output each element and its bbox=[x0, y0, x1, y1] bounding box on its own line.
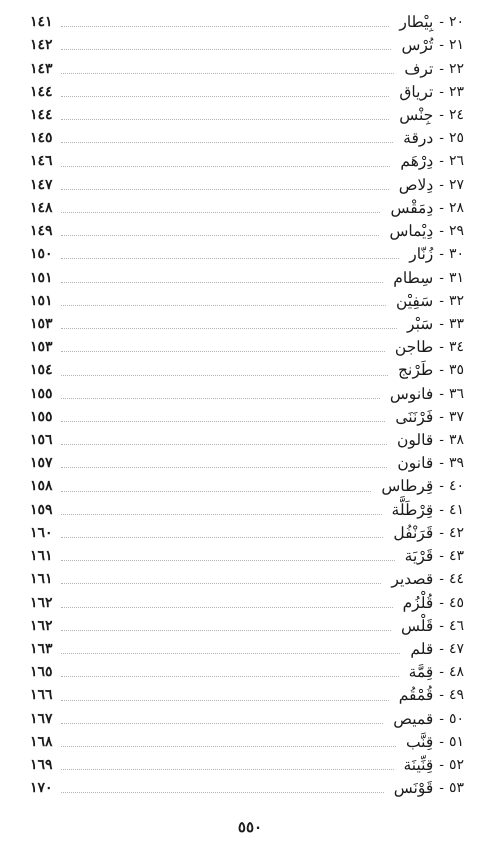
toc-entry-number: ٤٨ bbox=[448, 664, 464, 681]
toc-entry-page: ١٦٥ bbox=[30, 664, 53, 681]
toc-entry-page: ١٤٩ bbox=[30, 223, 53, 240]
toc-entry-number: ٣١ bbox=[448, 269, 464, 286]
dot-leader bbox=[61, 537, 384, 538]
toc-entry-title bbox=[390, 197, 464, 220]
toc-entry-title bbox=[409, 243, 464, 266]
toc-entry bbox=[30, 475, 464, 498]
toc-entry-title bbox=[393, 522, 464, 545]
toc-entry-word: ترياق bbox=[399, 82, 434, 101]
toc-entry-title bbox=[392, 499, 464, 522]
toc-entry-number: ٥٣ bbox=[448, 780, 464, 797]
dot-leader bbox=[61, 746, 396, 747]
toc-entry-number: ٤٧ bbox=[448, 641, 464, 658]
dot-leader bbox=[61, 26, 390, 27]
toc-entry bbox=[30, 290, 464, 313]
toc-entry bbox=[30, 266, 464, 289]
toc-entry-page: ١٤٤ bbox=[30, 106, 53, 123]
toc-entry-page: ١٦٦ bbox=[30, 687, 53, 704]
toc-entry-page: ١٦٢ bbox=[30, 617, 53, 634]
toc-entry-dash: - bbox=[439, 37, 444, 54]
toc-entry-page: ١٥٩ bbox=[30, 501, 53, 518]
toc-entry-page: ١٦١ bbox=[30, 548, 53, 565]
toc-entry-page: ١٤٣ bbox=[30, 60, 53, 77]
toc-entry-number: ٤٥ bbox=[448, 594, 464, 611]
toc-entry-number: ٢٨ bbox=[448, 199, 464, 216]
toc-entry-page: ١٦٣ bbox=[30, 641, 53, 658]
toc-entry-word: دِرْهَم bbox=[400, 152, 434, 171]
toc-entry-page: ١٥٦ bbox=[30, 432, 53, 449]
toc-entry-page: ١٦١ bbox=[30, 571, 53, 588]
toc-entry-number: ٥١ bbox=[448, 733, 464, 750]
toc-entry-dash: - bbox=[439, 176, 444, 193]
toc-entry-word: قصدير bbox=[391, 570, 434, 589]
toc-entry bbox=[30, 615, 464, 638]
toc-entry bbox=[30, 568, 464, 591]
toc-entry-title bbox=[389, 220, 464, 243]
toc-entry-page: ١٥٣ bbox=[30, 315, 53, 332]
dot-leader bbox=[61, 166, 391, 167]
toc-entry-dash: - bbox=[439, 641, 444, 658]
toc-entry-dash: - bbox=[439, 432, 444, 449]
toc-entry bbox=[30, 127, 464, 150]
toc-entry-number: ٣٩ bbox=[448, 455, 464, 472]
toc-entry-number: ٢٩ bbox=[448, 223, 464, 240]
toc-entry-number: ٥٠ bbox=[448, 710, 464, 727]
toc-entry bbox=[30, 243, 464, 266]
dot-leader bbox=[61, 212, 381, 213]
toc-entry-page: ١٤٤ bbox=[30, 83, 53, 100]
toc-entry-dash: - bbox=[439, 478, 444, 495]
toc-entry-title bbox=[399, 684, 464, 707]
toc-entry-page: ١٤١ bbox=[30, 14, 53, 31]
toc-entry-title bbox=[395, 406, 464, 429]
toc-entry-title bbox=[399, 174, 464, 197]
toc-entry-dash: - bbox=[439, 571, 444, 588]
toc-entry-number: ٣٨ bbox=[448, 432, 464, 449]
toc-entry-word: قانون bbox=[397, 454, 434, 473]
toc-entry-dash: - bbox=[439, 199, 444, 216]
toc-entry-page: ١٤٢ bbox=[30, 37, 53, 54]
toc-entry-word: جِنْس bbox=[399, 105, 434, 124]
toc-entry-word: قِرْطَلَّة bbox=[391, 500, 434, 519]
toc-entry-dash: - bbox=[439, 246, 444, 263]
toc-entry-word: قَرَنْفُل bbox=[393, 523, 434, 542]
toc-entry-number: ٢٦ bbox=[448, 153, 464, 170]
toc-entry-number: ٢٢ bbox=[448, 60, 464, 77]
toc-entry-number: ٤١ bbox=[448, 501, 464, 518]
toc-entry-number: ٣٤ bbox=[448, 339, 464, 356]
toc-entry-page: ١٥٧ bbox=[30, 455, 53, 472]
dot-leader bbox=[61, 467, 388, 468]
toc-entry-page: ١٥١ bbox=[30, 269, 53, 286]
toc-entry bbox=[30, 57, 464, 80]
toc-entry-word: تُرْس bbox=[401, 36, 434, 55]
toc-entry-number: ٢٣ bbox=[448, 83, 464, 100]
toc-entry-number: ٢١ bbox=[448, 37, 464, 54]
toc-entry-number: ٤٦ bbox=[448, 617, 464, 634]
toc-entry-page: ١٤٨ bbox=[30, 199, 53, 216]
toc-entry-word: سَفِيْن bbox=[395, 291, 434, 310]
toc-entry bbox=[30, 638, 464, 661]
toc-entry bbox=[30, 731, 464, 754]
toc-entry-title bbox=[403, 127, 464, 150]
dot-leader bbox=[61, 514, 382, 515]
toc-entry-word: دِيْماس bbox=[389, 222, 434, 241]
toc-entry-title bbox=[395, 336, 464, 359]
toc-entry bbox=[30, 197, 464, 220]
toc-entry-number: ٤٠ bbox=[448, 478, 464, 495]
page-number: ٥٥٠ bbox=[237, 818, 263, 836]
toc-entry-number: ٣٣ bbox=[448, 315, 464, 332]
toc-entry-word: قَوْنَس bbox=[393, 779, 434, 798]
toc-entry bbox=[30, 452, 464, 475]
toc-entry-number: ٥٢ bbox=[448, 757, 464, 774]
dot-leader bbox=[61, 792, 384, 793]
toc-entry-page: ١٦٠ bbox=[30, 524, 53, 541]
toc-entry-title bbox=[398, 359, 464, 382]
dot-leader bbox=[61, 96, 390, 97]
dot-leader bbox=[61, 73, 395, 74]
dot-leader bbox=[61, 630, 391, 631]
toc-entry-title bbox=[393, 267, 464, 290]
dot-leader bbox=[61, 653, 401, 654]
toc-entry-page: ١٥٣ bbox=[30, 339, 53, 356]
toc-entry-word: فانوس bbox=[389, 384, 434, 403]
toc-entry-word: سَبْر bbox=[407, 314, 434, 333]
dot-leader bbox=[61, 583, 382, 584]
dot-leader bbox=[61, 491, 372, 492]
toc-entry-title bbox=[405, 545, 464, 568]
toc-entry-title bbox=[399, 11, 464, 34]
toc-entry-word: قميص bbox=[393, 709, 434, 728]
toc-entry-title bbox=[399, 81, 464, 104]
toc-entry bbox=[30, 359, 464, 382]
toc-entry-dash: - bbox=[439, 687, 444, 704]
toc-entry-dash: - bbox=[439, 362, 444, 379]
toc-entry-dash: - bbox=[439, 524, 444, 541]
dot-leader bbox=[61, 258, 400, 259]
toc-entry-page: ١٥٠ bbox=[30, 246, 53, 263]
dot-leader bbox=[61, 142, 394, 143]
toc-entry-word: بِيْطار bbox=[399, 13, 434, 32]
toc-entry-dash: - bbox=[439, 83, 444, 100]
toc-entry-dash: - bbox=[439, 153, 444, 170]
toc-entry-title bbox=[381, 475, 464, 498]
toc-entry-dash: - bbox=[439, 757, 444, 774]
toc-entry-number: ٣٧ bbox=[448, 408, 464, 425]
toc-entry bbox=[30, 11, 464, 34]
toc-entry-page: ١٥٥ bbox=[30, 408, 53, 425]
toc-entry bbox=[30, 34, 464, 57]
toc-entry-title bbox=[397, 452, 464, 475]
toc-entry-page: ١٤٥ bbox=[30, 130, 53, 147]
toc-entry-page: ١٥٤ bbox=[30, 362, 53, 379]
toc-entry-word: طَرْنج bbox=[398, 361, 434, 380]
toc-entry-word: زُنّار bbox=[409, 245, 434, 264]
toc-entry-dash: - bbox=[439, 269, 444, 286]
toc-entry-title bbox=[401, 34, 464, 57]
toc-entry-title bbox=[404, 58, 464, 81]
toc-entry-word: قِنِّينَة bbox=[403, 756, 434, 775]
toc-entry-word: قالون bbox=[397, 431, 434, 450]
toc-entry-title bbox=[396, 290, 464, 313]
toc-entry bbox=[30, 383, 464, 406]
toc-entry bbox=[30, 429, 464, 452]
toc-entry-page: ١٦٧ bbox=[30, 710, 53, 727]
toc-entry bbox=[30, 591, 464, 614]
toc-entry bbox=[30, 661, 464, 684]
toc-entry bbox=[30, 81, 464, 104]
toc-entry-title bbox=[403, 592, 464, 615]
dot-leader bbox=[61, 607, 393, 608]
toc-entry-word: قُمْقُم bbox=[398, 686, 434, 705]
toc-entry-page: ١٦٩ bbox=[30, 757, 53, 774]
toc-entry-number: ٣٠ bbox=[448, 246, 464, 263]
toc-entry-title bbox=[401, 615, 464, 638]
dot-leader bbox=[61, 375, 388, 376]
dot-leader bbox=[61, 560, 395, 561]
toc-entry-dash: - bbox=[439, 664, 444, 681]
toc-entry-title bbox=[407, 313, 464, 336]
toc-entry bbox=[30, 406, 464, 429]
toc-entry-title bbox=[400, 150, 464, 173]
toc-entry-page: ١٤٧ bbox=[30, 176, 53, 193]
toc-entry bbox=[30, 220, 464, 243]
toc-entry bbox=[30, 777, 464, 800]
toc-entry-title bbox=[390, 383, 464, 406]
toc-entry-word: قَرْيَة bbox=[404, 547, 434, 566]
toc-entry-dash: - bbox=[439, 385, 444, 402]
toc-entry-word: قَلْس bbox=[400, 616, 434, 635]
toc-entry-title bbox=[391, 568, 464, 591]
dot-leader bbox=[61, 189, 389, 190]
toc-entry-word: ترف bbox=[404, 59, 434, 78]
toc-entry-word: قِنَّب bbox=[405, 732, 434, 751]
toc-entry-word: قُلْزُم bbox=[402, 593, 434, 612]
toc-entry-dash: - bbox=[439, 617, 444, 634]
toc-entry-title bbox=[399, 104, 464, 127]
toc-entry-dash: - bbox=[439, 130, 444, 147]
toc-entry-word: سِطام bbox=[393, 268, 434, 287]
toc-entry-dash: - bbox=[439, 710, 444, 727]
dot-leader bbox=[61, 305, 386, 306]
toc-entry-word: دِلاص bbox=[398, 175, 434, 194]
toc-entry-dash: - bbox=[439, 14, 444, 31]
toc-entry-dash: - bbox=[439, 780, 444, 797]
toc-entry-title bbox=[409, 661, 464, 684]
toc-entry-word: فَرْنَنَى bbox=[395, 407, 434, 426]
toc-entry-page: ١٦٨ bbox=[30, 733, 53, 750]
toc-entry-title bbox=[410, 638, 464, 661]
toc-entry-dash: - bbox=[439, 501, 444, 518]
toc-entry-dash: - bbox=[439, 60, 444, 77]
toc-entry-dash: - bbox=[439, 408, 444, 425]
toc-entry bbox=[30, 174, 464, 197]
toc-entry-page: ١٧٠ bbox=[30, 780, 53, 797]
toc-entry-page: ١٦٢ bbox=[30, 594, 53, 611]
toc-entry-number: ٢٠ bbox=[448, 14, 464, 31]
dot-leader bbox=[61, 328, 397, 329]
toc-entry-word: قِرطاس bbox=[381, 477, 434, 496]
toc-entry-word: قلم bbox=[410, 640, 434, 659]
dot-leader bbox=[61, 723, 384, 724]
dot-leader bbox=[61, 398, 380, 399]
toc-entry-number: ٤٤ bbox=[448, 571, 464, 588]
toc-entry-number: ٤٢ bbox=[448, 524, 464, 541]
toc-entry bbox=[30, 754, 464, 777]
toc-entry-page: ١٥١ bbox=[30, 292, 53, 309]
toc-entry bbox=[30, 313, 464, 336]
dot-leader bbox=[61, 676, 399, 677]
toc-entry-word: قِمَّة bbox=[408, 663, 434, 682]
toc-entry-number: ٢٤ bbox=[448, 106, 464, 123]
toc-entry-page: ١٥٨ bbox=[30, 478, 53, 495]
toc-entry-title bbox=[406, 731, 464, 754]
toc-entry bbox=[30, 522, 464, 545]
toc-entry-dash: - bbox=[439, 315, 444, 332]
toc-entry-page: ١٥٥ bbox=[30, 385, 53, 402]
toc-entry-dash: - bbox=[439, 455, 444, 472]
toc-entry bbox=[30, 104, 464, 127]
dot-leader bbox=[61, 769, 394, 770]
toc-entry bbox=[30, 708, 464, 731]
dot-leader bbox=[61, 700, 389, 701]
toc-entry-dash: - bbox=[439, 106, 444, 123]
toc-entry bbox=[30, 684, 464, 707]
toc-entry-number: ٤٣ bbox=[448, 548, 464, 565]
toc-entry-dash: - bbox=[439, 339, 444, 356]
toc-entry-dash: - bbox=[439, 548, 444, 565]
toc-entry-dash: - bbox=[439, 594, 444, 611]
toc-entry-number: ٢٥ bbox=[448, 130, 464, 147]
table-of-contents bbox=[30, 11, 464, 800]
toc-entry-title bbox=[404, 754, 465, 777]
toc-entry-number: ٣٦ bbox=[448, 385, 464, 402]
toc-entry-word: درقة bbox=[403, 129, 434, 148]
dot-leader bbox=[61, 235, 380, 236]
toc-entry-title bbox=[393, 708, 464, 731]
toc-entry-number: ٣٥ bbox=[448, 362, 464, 379]
dot-leader bbox=[61, 49, 392, 50]
toc-entry-number: ٤٩ bbox=[448, 687, 464, 704]
toc-entry-word: دِمَقْس bbox=[390, 198, 434, 217]
toc-entry-title bbox=[394, 777, 464, 800]
toc-entry bbox=[30, 545, 464, 568]
dot-leader bbox=[61, 119, 390, 120]
toc-entry bbox=[30, 336, 464, 359]
toc-entry bbox=[30, 150, 464, 173]
toc-entry-number: ٢٧ bbox=[448, 176, 464, 193]
toc-entry-dash: - bbox=[439, 223, 444, 240]
toc-entry bbox=[30, 499, 464, 522]
toc-entry-page: ١٤٦ bbox=[30, 153, 53, 170]
dot-leader bbox=[61, 351, 385, 352]
toc-entry-number: ٣٢ bbox=[448, 292, 464, 309]
toc-entry-dash: - bbox=[439, 292, 444, 309]
dot-leader bbox=[61, 282, 384, 283]
toc-entry-dash: - bbox=[439, 733, 444, 750]
toc-entry-title bbox=[397, 429, 464, 452]
dot-leader bbox=[61, 421, 386, 422]
toc-entry-word: طاجن bbox=[394, 338, 434, 357]
dot-leader bbox=[61, 444, 387, 445]
